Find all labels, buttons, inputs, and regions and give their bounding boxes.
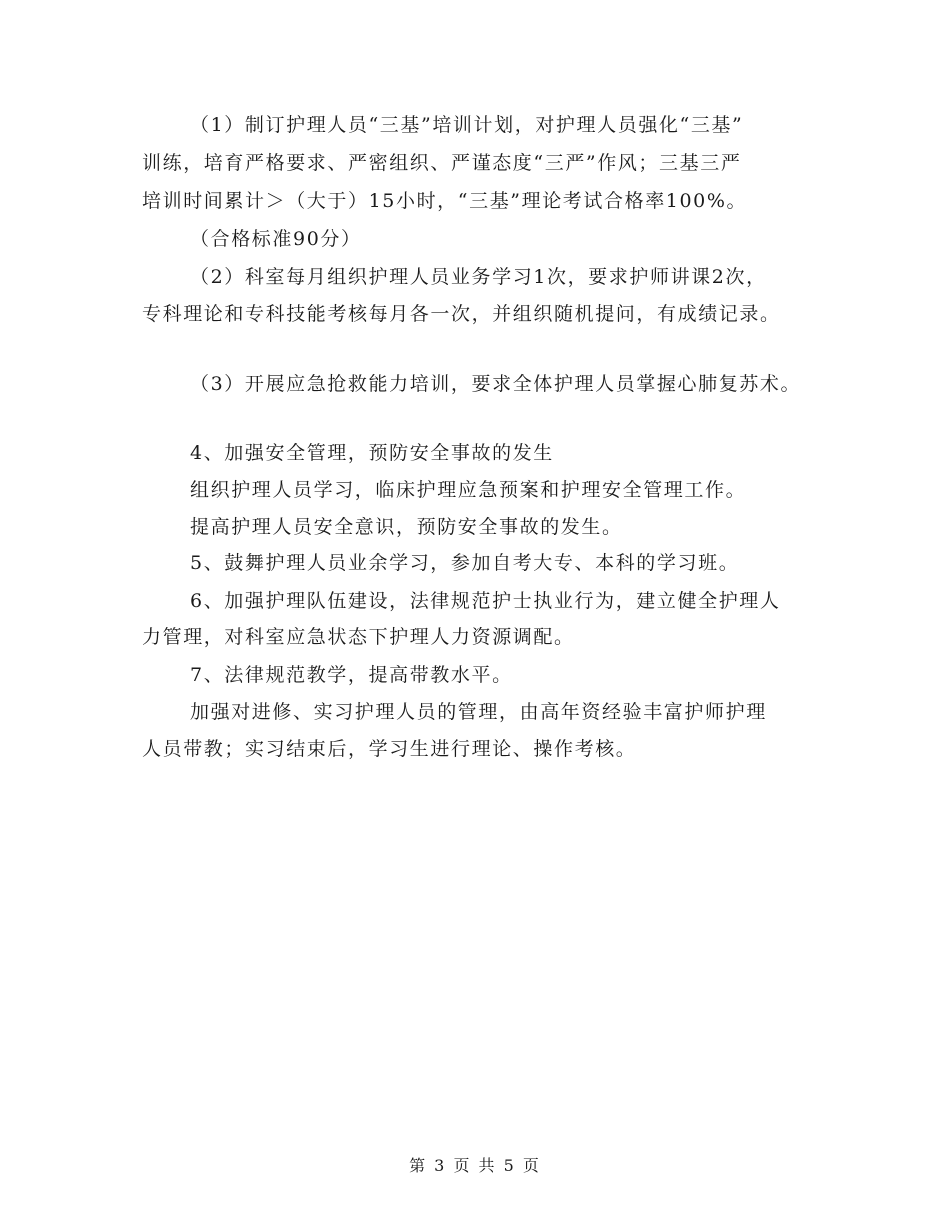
page-number-footer: 第 3 页 共 5 页 <box>409 1156 541 1175</box>
paragraph-line: 培训时间累计＞（大于）15小时，“三基”理论考试合格率100%。 <box>142 190 748 212</box>
section-heading: 4、加强安全管理，预防安全事故的发生 <box>190 442 554 464</box>
paragraph-line: 力管理，对科室应急状态下护理人力资源调配。 <box>142 626 575 648</box>
paragraph-line: （2）科室每月组织护理人员业务学习1次，要求护师讲课2次， <box>190 266 767 288</box>
paragraph-line: （1）制订护理人员“三基”培训计划，对护理人员强化“三基” <box>190 114 744 136</box>
paragraph-line: （合格标准90分） <box>190 228 362 250</box>
section-heading: 5、鼓舞护理人员业余学习，参加自考大专、本科的学习班。 <box>190 552 740 574</box>
paragraph-line: 加强对进修、实习护理人员的管理，由高年资经验丰富护师护理 <box>190 701 767 723</box>
section-heading: 7、法律规范教学，提高带教水平。 <box>190 664 513 686</box>
paragraph-line: （3）开展应急抢救能力培训，要求全体护理人员掌握心肺复苏术。 <box>190 373 802 395</box>
paragraph-line: 训练，培育严格要求、严密组织、严谨态度“三严”作风；三基三严 <box>142 152 742 174</box>
section-heading: 6、加强护理队伍建设，法律规范护士执业行为，建立健全护理人 <box>190 590 781 612</box>
paragraph-line: 组织护理人员学习，临床护理应急预案和护理安全管理工作。 <box>190 479 747 501</box>
paragraph-line: 提高护理人员安全意识，预防安全事故的发生。 <box>190 516 623 538</box>
paragraph-line: 人员带教；实习结束后，学习生进行理论、操作考核。 <box>142 738 637 760</box>
paragraph-line: 专科理论和专科技能考核每月各一次，并组织随机提问，有成绩记录。 <box>142 303 781 325</box>
